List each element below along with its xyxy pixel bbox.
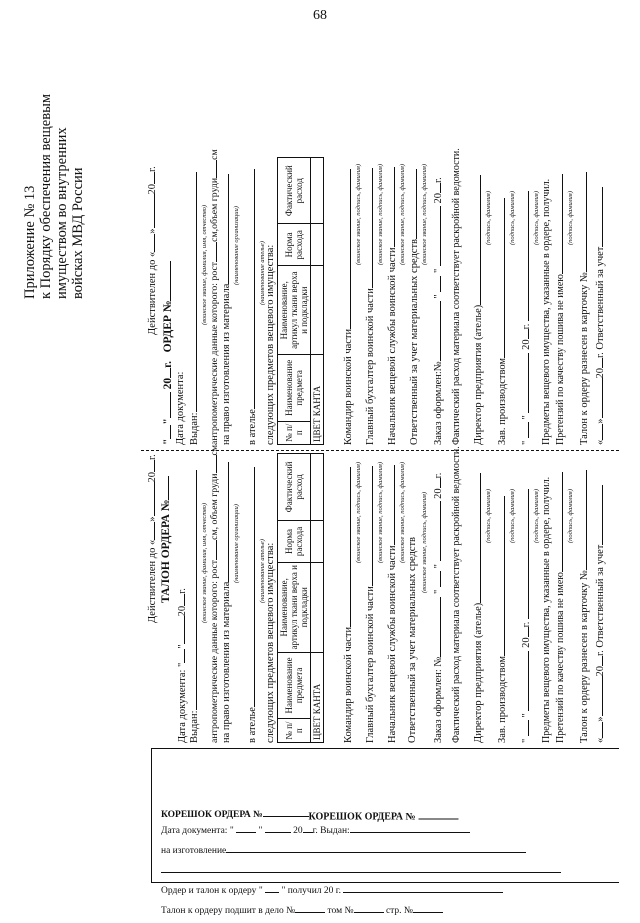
stub-row-date: Дата документа: " " 20 г. Выдан: <box>161 823 601 843</box>
talon-section: Действителен до «»20г. ТАЛОН ОРДЕРА № Дата документа: ""20г. Выдан: (воинское звание, фамилия, имя, отчество) антропометрические данные которого: ростсм, объем грудисм на право изготовления из материала (наименование организации) в ателье (наименование ателье) следующих предметов вещевого имущества: № п/п Наименование предмета Наименование, артикул ткани верха и подкладки Норма расхода Фактический расход ЦВЕТ КАНТА Командир воинской части (воинское звание, подпись, фамилия) Главный бухгалтер воинской части (воинское звание, подпись, фамилия) Начальник вещевой службы воинской части (воинское звание, подпись, фамилия) Ответственный за учет материальных средств (воинское звание, подпись, фамилия) Заказ оформлен: № " " 20г. Фактический расход материала соответствует раскройной ведомости. Директор предприятия (ателье) (подпись, фамилия) Зав. производством (подпись, фамилия) " " 20г. (подпись, фамилия) Предметы вещевого имущества, указанные в ордере, получил. Претензий по качеству пошива не имею (подпись, фамилия) Талон к ордеру разнесен в карточку № «»20г. Ответственный за учет <box>147 444 606 743</box>
appendix-line-4: войсках МВД России <box>70 166 86 299</box>
rotated-form-sheet <box>21 23 619 916</box>
stub-title: КОРЕШОК ОРДЕРА № <box>308 811 416 822</box>
appendix-line-1: Приложение № 13 <box>22 185 38 299</box>
stub-row-filed: Талон к ордеру подшит в дело № том № стр. № <box>161 903 601 923</box>
talon-title: ТАЛОН ОРДЕРА № <box>160 499 172 603</box>
order-section: Действителен до «»20г. "" 20г. ОРДЕР № Дата документа: Выдан: (воинское звание, фамилия, имя, отчество) антропометрические данные которого: ростсм,объем грудисм на право изготовления из материала (наименование организации) в ателье (наименование ателье) следующих предметов вещевого имущества: № п/п Наименование предмета Наименование, артикул ткани верха и подкладки Норма расхода Фактический расход ЦВЕТ КАНТА Командир воинской части (воинское звание, подпись, фамилия) Главный бухгалтер воинской части (воинское звание, подпись, фамилия) Начальник вещевой службы воинской части (воинское звание, подпись, фамилия) Ответственный за учет материальных средств (воинское звание, подпись, фамилия) Заказ оформлен:№ " " 20г. Фактический расход материала соответствует раскройной ведомости. Директор предприятия (ателье) (подпись, фамилия) Зав. производством (подпись, фамилия) " " 20г. (подпись, фамилия) Предметы вещевого имущества, указанные в ордере, получил. Претензий по качеству пошива не имею (подпись, фамилия) Талон к ордеру разнесен в карточку № «»20г. Ответственный за учет <box>147 147 606 445</box>
appendix-line-3: имуществом во внутренних <box>54 126 70 299</box>
stub-row-manufacture: на изготовление <box>161 843 601 863</box>
stub-row-received: Ордер и талон к ордеру " " получил 20 г. <box>161 883 601 903</box>
stub-row-blank <box>161 863 601 883</box>
stub-row-title: КОРЕШОК ОРДЕРА № <box>161 807 601 827</box>
order-items-table: № п/п Наименование предмета Наименование, артикул ткани верха и подкладки Норма расхода Фактический расход ЦВЕТ КАНТА <box>277 157 324 445</box>
page-number: 68 <box>313 8 327 23</box>
talon-items-table: № п/п Наименование предмета Наименование, артикул ткани верха и подкладки Норма расхода Фактический расход ЦВЕТ КАНТА <box>277 453 324 743</box>
stub-top-border <box>151 749 152 883</box>
order-title: ОРДЕР № <box>162 300 174 352</box>
appendix-line-2: к Порядку обеспечения вещевым <box>38 93 54 299</box>
stub-divider <box>151 748 619 749</box>
